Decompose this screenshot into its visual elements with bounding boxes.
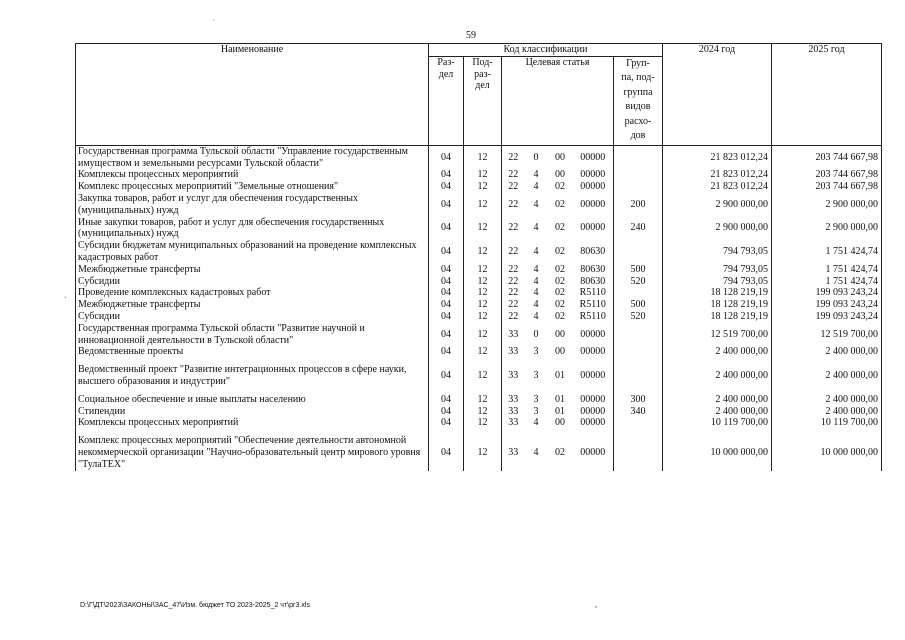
amount-2024-cell: 21 823 012,24 <box>663 169 772 181</box>
target-program-cell: 33 <box>502 406 525 418</box>
target-direction-cell: R5110 <box>573 311 614 323</box>
podrazdel-cell: 12 <box>464 435 502 470</box>
row-name: Субсидии <box>76 276 429 288</box>
amount-2025-cell: 10 000 000,00 <box>772 435 882 470</box>
target-program-cell: 33 <box>502 346 525 358</box>
podrazdel-cell: 12 <box>464 417 502 429</box>
expense-group-cell: 200 <box>614 193 663 217</box>
amount-2024-cell: 10 119 700,00 <box>663 417 772 429</box>
expense-group-cell <box>614 364 663 388</box>
amount-2025-cell: 199 093 243,24 <box>772 287 882 299</box>
target-event-cell: 02 <box>555 275 565 287</box>
amount-2025-cell: 203 744 667,98 <box>772 181 882 193</box>
target-direction-cell: 00000 <box>573 145 614 169</box>
target-program-cell: 33 <box>502 435 525 470</box>
expense-group-cell <box>614 435 663 470</box>
expense-group-cell <box>614 323 663 347</box>
amount-2024-cell: 12 519 700,00 <box>663 323 772 347</box>
header-target-article: Целевая статья <box>502 56 614 145</box>
razdel-cell: 04 <box>429 435 464 470</box>
razdel-cell: 04 <box>429 276 464 288</box>
target-event-cell: 02 <box>555 222 565 234</box>
target-direction-cell: 00000 <box>573 346 614 358</box>
razdel-cell: 04 <box>429 217 464 241</box>
target-direction-cell: 80630 <box>573 264 614 276</box>
razdel-cell: 04 <box>429 240 464 264</box>
razdel-cell: 04 <box>429 299 464 311</box>
target-direction-cell: 00000 <box>573 364 614 388</box>
expense-group-cell <box>614 181 663 193</box>
table-row <box>76 323 882 347</box>
target-event-cell: 00 <box>555 417 565 429</box>
target-direction-cell: 00000 <box>573 406 614 418</box>
amount-2024-cell: 18 128 219,19 <box>663 299 772 311</box>
target-event-cell: 02 <box>555 287 565 299</box>
amount-2024-cell: 794 793,05 <box>663 264 772 276</box>
podrazdel-cell: 12 <box>464 311 502 323</box>
table-row <box>76 435 882 470</box>
expense-group-cell: 340 <box>614 406 663 418</box>
target-subprogram-cell: 4 <box>533 287 539 299</box>
target-subprogram-cell: 4 <box>533 299 539 311</box>
target-direction-cell: R5110 <box>573 299 614 311</box>
razdel-cell: 04 <box>429 394 464 406</box>
target-direction-cell: 00000 <box>573 181 614 193</box>
table-row <box>76 364 882 388</box>
table-row <box>76 181 882 193</box>
expense-group-cell: 300 <box>614 394 663 406</box>
row-name: Закупка товаров, работ и услуг для обеспечения государственных (муниципальных) нужд <box>76 193 429 217</box>
target-event-cell: 00 <box>555 346 565 358</box>
podrazdel-cell: 12 <box>464 181 502 193</box>
podrazdel-cell: 12 <box>464 169 502 181</box>
table-body <box>76 145 882 470</box>
target-subprogram-cell: 4 <box>533 169 539 181</box>
target-event-cell: 00 <box>555 328 565 340</box>
expense-group-cell: 520 <box>614 311 663 323</box>
amount-2024-cell: 2 400 000,00 <box>663 394 772 406</box>
expense-group-cell <box>614 145 663 169</box>
target-event-cell: 01 <box>555 405 565 417</box>
razdel-cell: 04 <box>429 287 464 299</box>
target-program-cell: 22 <box>502 276 525 288</box>
target-program-cell: 33 <box>502 323 525 347</box>
target-direction-cell: 80630 <box>573 276 614 288</box>
table-row <box>76 299 882 311</box>
row-name: Иные закупки товаров, работ и услуг для обеспечения государственных (муниципальных) нужд <box>76 217 429 241</box>
target-event-cell: 01 <box>555 370 565 382</box>
scan-speck: ˴ <box>64 292 67 301</box>
amount-2025-cell: 1 751 424,74 <box>772 276 882 288</box>
target-program-cell: 22 <box>502 217 525 241</box>
amount-2024-cell: 21 823 012,24 <box>663 181 772 193</box>
target-event-cell: 02 <box>555 246 565 258</box>
amount-2024-cell: 2 400 000,00 <box>663 406 772 418</box>
file-path-footer: D:\Г\ДТ\2023\ЗАКОНЫ\ЗАС_47\Изм. бюджет ТО 2023-2025_2 чт\рг3.xls <box>80 602 310 609</box>
razdel-cell: 04 <box>429 417 464 429</box>
razdel-cell: 04 <box>429 323 464 347</box>
row-name: Межбюджетные трансферты <box>76 264 429 276</box>
target-direction-cell: 00000 <box>573 193 614 217</box>
table-row <box>76 264 882 276</box>
target-event-cell: 02 <box>555 263 565 275</box>
target-subprogram-cell: 4 <box>533 222 539 234</box>
target-program-cell: 33 <box>502 364 525 388</box>
expense-group-cell: 240 <box>614 217 663 241</box>
row-name: Стипендии <box>76 406 429 418</box>
row-name: Социальное обеспечение и иные выплаты населению <box>76 394 429 406</box>
podrazdel-cell: 12 <box>464 145 502 169</box>
target-direction-cell: 00000 <box>573 217 614 241</box>
row-name: Ведомственные проекты <box>76 346 429 358</box>
expense-group-cell <box>614 346 663 358</box>
amount-2024-cell: 2 400 000,00 <box>663 364 772 388</box>
table-row <box>76 145 882 169</box>
target-subprogram-cell: 0 <box>533 328 539 340</box>
target-program-cell: 22 <box>502 145 525 169</box>
podrazdel-cell: 12 <box>464 394 502 406</box>
row-name: Комплекс процессных мероприятий "Земельные отношения" <box>76 181 429 193</box>
table-row <box>76 287 882 299</box>
razdel-cell: 04 <box>429 346 464 358</box>
target-subprogram-cell: 4 <box>533 275 539 287</box>
target-subprogram-cell: 4 <box>533 310 539 322</box>
amount-2025-cell: 2 900 000,00 <box>772 217 882 241</box>
amount-2024-cell: 2 900 000,00 <box>663 193 772 217</box>
razdel-cell: 04 <box>429 406 464 418</box>
expense-group-cell: 500 <box>614 264 663 276</box>
target-direction-cell: 00000 <box>573 323 614 347</box>
razdel-cell: 04 <box>429 311 464 323</box>
header-year-2025: 2025 год <box>772 44 882 146</box>
target-event-cell: 02 <box>555 446 565 458</box>
target-event-cell: 00 <box>555 151 565 163</box>
target-program-cell: 22 <box>502 264 525 276</box>
amount-2025-cell: 10 119 700,00 <box>772 417 882 429</box>
target-direction-cell: 00000 <box>573 394 614 406</box>
target-subprogram-cell: 4 <box>533 246 539 258</box>
target-program-cell: 33 <box>502 394 525 406</box>
podrazdel-cell: 12 <box>464 217 502 241</box>
row-name: Комплексы процессных мероприятий <box>76 417 429 429</box>
target-subprogram-cell: 4 <box>533 263 539 275</box>
target-program-cell: 22 <box>502 169 525 181</box>
expense-group-cell: 500 <box>614 299 663 311</box>
target-subprogram-cell: 3 <box>533 370 539 382</box>
razdel-cell: 04 <box>429 169 464 181</box>
podrazdel-cell: 12 <box>464 264 502 276</box>
target-subprogram-cell: 3 <box>533 393 539 405</box>
amount-2025-cell: 203 744 667,98 <box>772 169 882 181</box>
amount-2025-cell: 2 900 000,00 <box>772 193 882 217</box>
target-event-cell: 00 <box>555 169 565 181</box>
amount-2025-cell: 2 400 000,00 <box>772 346 882 358</box>
expense-group-cell <box>614 240 663 264</box>
target-subprogram-cell: 4 <box>533 181 539 193</box>
target-subprogram-cell: 4 <box>533 198 539 210</box>
scan-speck: ˙ <box>212 18 215 27</box>
target-direction-cell: 00000 <box>573 417 614 429</box>
amount-2024-cell: 2 900 000,00 <box>663 217 772 241</box>
target-program-cell: 33 <box>502 417 525 429</box>
target-event-cell: 01 <box>555 393 565 405</box>
table-row <box>76 394 882 406</box>
amount-2024-cell: 21 823 012,24 <box>663 145 772 169</box>
header-year-2024: 2024 год <box>663 44 772 146</box>
target-program-cell: 22 <box>502 287 525 299</box>
amount-2024-cell: 18 128 219,19 <box>663 311 772 323</box>
target-subprogram-cell: 3 <box>533 405 539 417</box>
amount-2025-cell: 199 093 243,24 <box>772 311 882 323</box>
row-name: Комплекс процессных мероприятий "Обеспечение деятельности автономной некоммерческой организации "Научно-образовательный центр мирового уровня "ТулаТЕХ" <box>76 435 429 470</box>
table-row <box>76 217 882 241</box>
amount-2024-cell: 18 128 219,19 <box>663 287 772 299</box>
target-subprogram-cell: 4 <box>533 446 539 458</box>
target-event-cell: 02 <box>555 310 565 322</box>
target-direction-cell: 00000 <box>573 435 614 470</box>
table-row <box>76 169 882 181</box>
header-name: Наименование <box>76 44 429 146</box>
row-name: Субсидии <box>76 311 429 323</box>
razdel-cell: 04 <box>429 193 464 217</box>
target-program-cell: 22 <box>502 240 525 264</box>
table-row <box>76 417 882 429</box>
amount-2025-cell: 1 751 424,74 <box>772 264 882 276</box>
target-subprogram-cell: 0 <box>533 151 539 163</box>
target-direction-cell: 00000 <box>573 169 614 181</box>
header-classification: Код классификации <box>429 44 663 57</box>
podrazdel-cell: 12 <box>464 240 502 264</box>
amount-2025-cell: 2 400 000,00 <box>772 364 882 388</box>
row-name: Ведомственный проект "Развитие интеграционных процессов в сфере науки, высшего образования и индустрии" <box>76 364 429 388</box>
podrazdel-cell: 12 <box>464 287 502 299</box>
scan-speck: , <box>595 600 597 609</box>
amount-2025-cell: 2 400 000,00 <box>772 406 882 418</box>
row-name: Проведение комплексных кадастровых работ <box>76 287 429 299</box>
header-expense-group: Груп- па, под- группа видов расхо- дов <box>614 56 663 145</box>
target-direction-cell: 80630 <box>573 240 614 264</box>
target-program-cell: 22 <box>502 299 525 311</box>
podrazdel-cell: 12 <box>464 346 502 358</box>
amount-2024-cell: 794 793,05 <box>663 276 772 288</box>
podrazdel-cell: 12 <box>464 406 502 418</box>
amount-2024-cell: 10 000 000,00 <box>663 435 772 470</box>
amount-2025-cell: 1 751 424,74 <box>772 240 882 264</box>
target-event-cell: 02 <box>555 198 565 210</box>
table-row <box>76 193 882 217</box>
expense-group-cell: 520 <box>614 276 663 288</box>
expense-group-cell <box>614 287 663 299</box>
amount-2024-cell: 794 793,05 <box>663 240 772 264</box>
table-row <box>76 240 882 264</box>
target-program-cell: 22 <box>502 181 525 193</box>
table-row <box>76 346 882 358</box>
podrazdel-cell: 12 <box>464 193 502 217</box>
table-row <box>76 406 882 418</box>
row-name: Государственная программа Тульской области "Управление государственным имуществом и земельными ресурсами Тульской области" <box>76 145 429 169</box>
podrazdel-cell: 12 <box>464 299 502 311</box>
row-name: Межбюджетные трансферты <box>76 299 429 311</box>
target-program-cell: 22 <box>502 193 525 217</box>
target-event-cell: 02 <box>555 299 565 311</box>
podrazdel-cell: 12 <box>464 276 502 288</box>
target-direction-cell: R5110 <box>573 287 614 299</box>
target-event-cell: 02 <box>555 181 565 193</box>
amount-2024-cell: 2 400 000,00 <box>663 346 772 358</box>
amount-2025-cell: 2 400 000,00 <box>772 394 882 406</box>
razdel-cell: 04 <box>429 181 464 193</box>
page-number: 59 <box>466 30 476 41</box>
header-podrazdel: Под- раз- дел <box>464 56 502 145</box>
header-razdel: Раз- дел <box>429 56 464 145</box>
table-row <box>76 311 882 323</box>
podrazdel-cell: 12 <box>464 364 502 388</box>
amount-2025-cell: 199 093 243,24 <box>772 299 882 311</box>
budget-table <box>75 43 882 471</box>
target-program-cell: 22 <box>502 311 525 323</box>
razdel-cell: 04 <box>429 264 464 276</box>
target-subprogram-cell: 4 <box>533 417 539 429</box>
table-row <box>76 276 882 288</box>
razdel-cell: 04 <box>429 364 464 388</box>
expense-group-cell <box>614 417 663 429</box>
target-subprogram-cell: 3 <box>533 346 539 358</box>
amount-2025-cell: 12 519 700,00 <box>772 323 882 347</box>
razdel-cell: 04 <box>429 145 464 169</box>
podrazdel-cell: 12 <box>464 323 502 347</box>
row-name: Государственная программа Тульской области "Развитие научной и инновационной деятельности в Тульской области" <box>76 323 429 347</box>
row-name: Комплексы процессных мероприятий <box>76 169 429 181</box>
expense-group-cell <box>614 169 663 181</box>
amount-2025-cell: 203 744 667,98 <box>772 145 882 169</box>
row-name: Субсидии бюджетам муниципальных образований на проведение комплексных кадастровых работ <box>76 240 429 264</box>
